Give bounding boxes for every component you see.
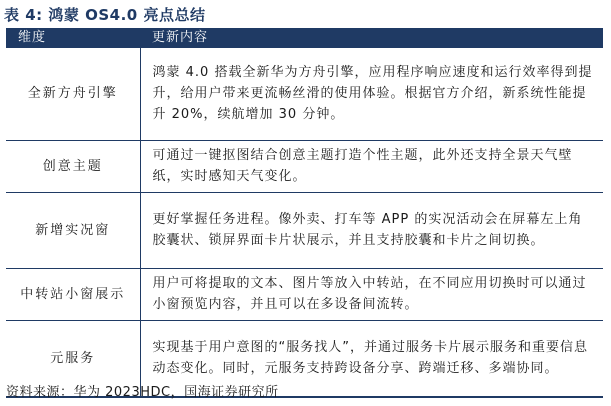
dimension-cell: 全新方舟引擎 [6, 48, 140, 140]
header-dimension: 维度 [6, 28, 140, 48]
header-content: 更新内容 [140, 28, 603, 48]
table-row [6, 48, 603, 140]
table-title: 表 4: 鸿蒙 OS4.0 亮点总结 [4, 6, 206, 24]
dimension-cell: 元服务 [6, 320, 140, 397]
table-row [6, 268, 603, 320]
content-cell: 可通过一键抠图结合创意主题打造个性主题，此外还支持全景天气壁纸，实时感知天气变化。 [140, 140, 603, 192]
table-row [6, 192, 603, 268]
dimension-cell: 新增实况窗 [6, 192, 140, 268]
content-cell: 实现基于用户意图的“服务找人”，并通过服务卡片展示服务和重要信息动态变化。同时，元服务支持跨设备分享、跨端迁移、多端协同。 [140, 320, 603, 397]
table-header-row [6, 28, 603, 48]
highlights-table [6, 28, 603, 398]
dimension-cell: 中转站小窗展示 [6, 268, 140, 320]
source-note: 资料来源：华为 2023HDC，国海证券研究所 [6, 385, 279, 400]
content-cell: 用户可将提取的文本、图片等放入中转站，在不同应用切换时可以通过小窗预览内容，并且可以在多设备间流转。 [140, 268, 603, 320]
table-row [6, 140, 603, 192]
content-cell: 鸿蒙 4.0 搭载全新华为方舟引擎，应用程序响应速度和运行效率得到提升，给用户带来更流畅丝滑的使用体验。根据官方介绍，新系统性能提升 20%，续航增加 30 分钟。 [140, 48, 603, 140]
content-cell: 更好掌握任务进程。像外卖、打车等 APP 的实况活动会在屏幕左上角胶囊状、锁屏界面卡片状展示，并且支持胶囊和卡片之间切换。 [140, 192, 603, 268]
dimension-cell: 创意主题 [6, 140, 140, 192]
